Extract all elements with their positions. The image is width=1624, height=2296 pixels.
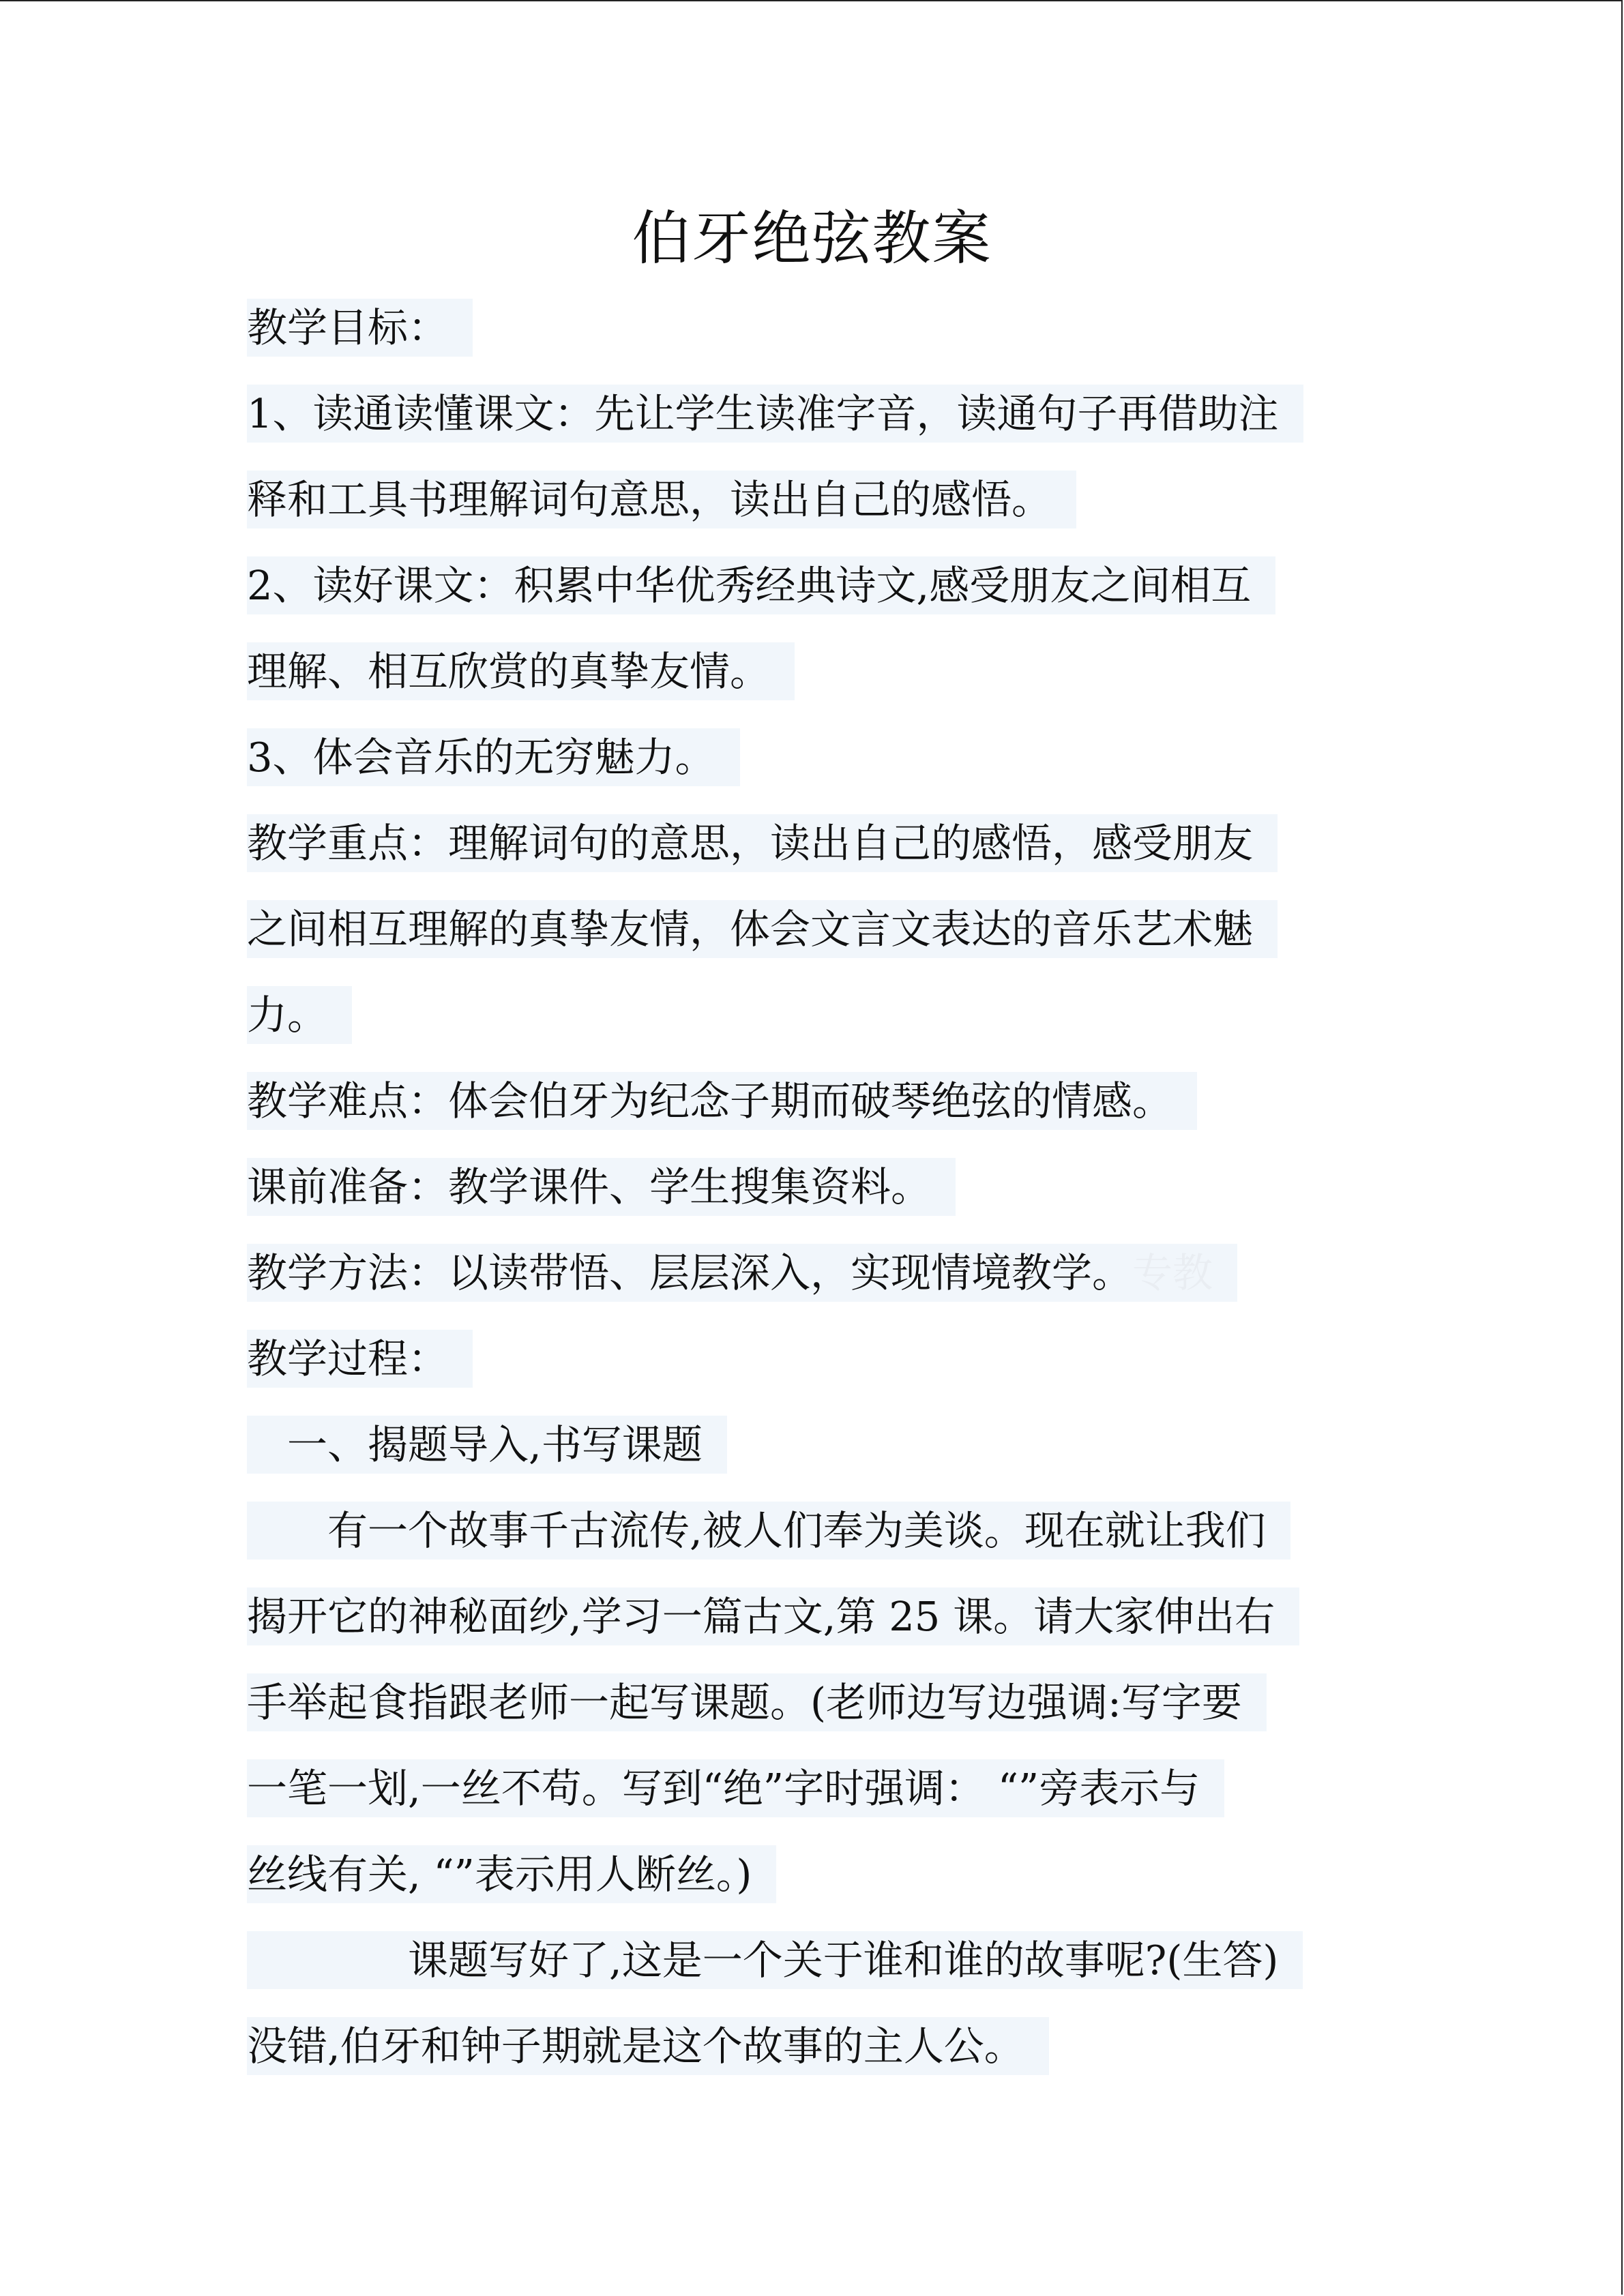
paragraph-line [247, 629, 1406, 715]
line-text: 教学重点：理解词句的意思，读出自己的感悟，感受朋友 [247, 814, 1278, 872]
line-text: 教学难点：体会伯牙为纪念子期而破琴绝弦的情感。 [247, 1072, 1197, 1130]
paragraph-line [247, 2003, 1406, 2089]
line-text: 教学过程： [247, 1330, 473, 1388]
section-heading-preparation [247, 1144, 1406, 1230]
paragraph-line [247, 1746, 1406, 1832]
line-text: 揭开它的神秘面纱,学习一篇古文,第 25 课。请大家伸出右 [247, 1587, 1299, 1645]
paragraph-line [247, 1918, 1406, 2003]
line-text: 课题写好了,这是一个关于谁和谁的故事呢?(生答) [247, 1931, 1303, 1989]
line-text: 一、揭题导入,书写课题 [247, 1416, 727, 1474]
paragraph-line [247, 543, 1406, 629]
paragraph-line [247, 457, 1406, 543]
section-heading-methods [247, 1230, 1406, 1316]
document-title: 伯牙绝弦教案 [632, 205, 992, 273]
line-text: 有一个故事千古流传,被人们奉为美谈。现在就让我们 [247, 1502, 1290, 1560]
line-text: 力。 [247, 986, 352, 1044]
paragraph-line [247, 1488, 1406, 1574]
line-text: 之间相互理解的真挚友情，体会文言文表达的音乐艺术魅 [247, 900, 1278, 958]
line-text: 手举起食指跟老师一起写课题。(老师边写边强调:写字要 [247, 1673, 1267, 1731]
line-text: 教学目标： [247, 299, 473, 357]
section-heading-objectives [247, 285, 1406, 371]
line-text: 释和工具书理解词句意思，读出自己的感悟。 [247, 471, 1076, 528]
line-text [247, 1244, 1237, 1302]
paragraph-line [247, 1574, 1406, 1660]
methods-text: 教学方法：以读带悟、层层深入，实现情境教学。 [247, 1249, 1133, 1296]
line-text: 2、读好课文：积累中华优秀经典诗文,感受朋友之间相互 [247, 556, 1275, 614]
paragraph-line [247, 715, 1406, 801]
line-text: 一笔一划,一丝不苟。写到“绝”字时强调： “”旁表示与 [247, 1759, 1224, 1817]
line-text: 课前准备：教学课件、学生搜集资料。 [247, 1158, 956, 1216]
paragraph-line [247, 371, 1406, 457]
paragraph-line [247, 886, 1406, 972]
document-body [247, 285, 1406, 2089]
section-heading-process [247, 1316, 1406, 1402]
paragraph-line [247, 972, 1406, 1058]
line-text: 理解、相互欣赏的真挚友情。 [247, 642, 795, 700]
line-text: 丝线有关, “”表示用人断丝。) [247, 1845, 776, 1903]
section-heading-key-points [247, 801, 1406, 886]
line-text: 1、读通读懂课文：先让学生读准字音，读通句子再借助注 [247, 385, 1303, 443]
line-text: 没错,伯牙和钟子期就是这个故事的主人公。 [247, 2017, 1049, 2075]
subsection-heading [247, 1402, 1406, 1488]
paragraph-line [247, 1660, 1406, 1746]
paragraph-line [247, 1832, 1406, 1918]
watermark-text: 专教 [1132, 1249, 1213, 1296]
section-heading-difficulties [247, 1058, 1406, 1144]
line-text: 3、体会音乐的无穷魅力。 [247, 728, 740, 786]
